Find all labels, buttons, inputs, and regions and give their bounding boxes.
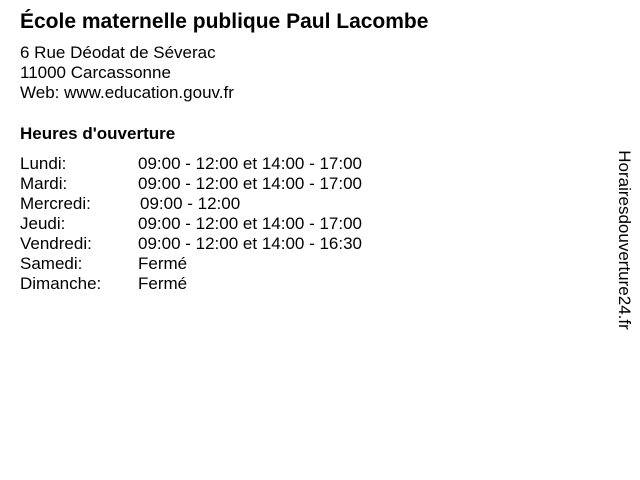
day-hours: 09:00 - 12:00 et 14:00 - 17:00 <box>138 174 363 193</box>
address-block <box>20 43 234 103</box>
page-title: École maternelle publique Paul Lacombe <box>20 10 429 33</box>
day-label: Lundi: <box>20 154 67 173</box>
day-label: Dimanche: <box>20 274 102 293</box>
website-link[interactable]: Web: www.education.gouv.fr <box>20 83 234 102</box>
site-watermark: Horairesdouverture24.fr <box>615 150 634 330</box>
day-label: Mardi: <box>20 174 68 193</box>
day-hours: 09:00 - 12:00 <box>140 194 241 213</box>
day-hours: 09:00 - 12:00 et 14:00 - 16:30 <box>138 234 363 253</box>
day-hours: 09:00 - 12:00 et 14:00 - 17:00 <box>138 214 363 233</box>
day-label: Vendredi: <box>20 234 92 253</box>
street-address: 6 Rue Déodat de Séverac <box>20 43 216 62</box>
city-postal: 11000 Carcassonne <box>20 63 171 82</box>
day-hours: 09:00 - 12:00 et 14:00 - 17:00 <box>138 154 363 173</box>
opening-hours-heading: Heures d'ouverture <box>20 124 176 143</box>
day-label: Samedi: <box>20 254 83 273</box>
day-label: Mercredi: <box>20 194 91 213</box>
day-label: Jeudi: <box>20 214 66 233</box>
day-hours: Fermé <box>138 274 188 293</box>
day-hours: Fermé <box>138 254 188 273</box>
